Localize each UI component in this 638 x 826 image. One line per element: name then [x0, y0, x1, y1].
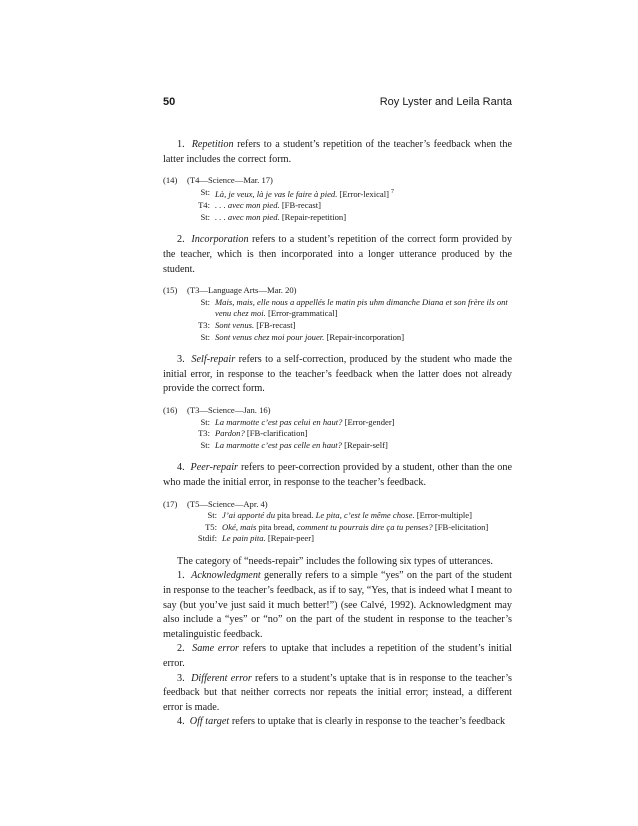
utterance: . . . avec mon pied.	[215, 200, 280, 211]
example-17	[163, 499, 512, 545]
page-number: 50	[163, 96, 176, 108]
transcript-line: St: J’ai apporté du pita bread. Le pita, c’est le même chose. [Error-multiple]	[163, 510, 512, 522]
speaker: Stdif:	[197, 533, 217, 544]
speaker: St:	[200, 416, 210, 427]
transcript-line	[163, 212, 512, 224]
utterance: Sont venus chez moi pour jouer.	[215, 331, 325, 342]
transcript-line	[163, 417, 512, 429]
example-number: (16)	[163, 404, 178, 415]
term-off-target: Off target	[189, 716, 230, 728]
speaker: St:	[200, 211, 210, 222]
speaker: St:	[207, 510, 217, 521]
code-label: [Repair-self]	[341, 439, 388, 450]
code-label: [FB-clarification]	[244, 428, 308, 439]
transcript-line	[163, 533, 512, 545]
paragraph-incorporation: 2. Incorporation refers to a student’s repetition of the correct form provided by the teacher, which is then incorporated into a longer utterance produced by the student.	[163, 234, 512, 275]
example-context: (T5—Science—Apr. 4)	[187, 498, 268, 509]
speaker: T5:	[205, 521, 217, 532]
speaker: St:	[200, 186, 210, 197]
utterance: Mais, mais, elle nous a appellés le matin pis uhm dimanche Diana et son frère ils ont venu chez moi.	[215, 296, 508, 319]
term-incorporation: Incorporation	[191, 234, 249, 246]
example-number: (15)	[163, 285, 178, 296]
utterance: comment tu pourrais dire ça tu penses?	[296, 521, 433, 532]
body-text	[163, 138, 512, 730]
transcript-line	[163, 297, 512, 320]
utterance: Le pain pita.	[222, 533, 266, 544]
example-context: (T4—Science—Mar. 17)	[187, 175, 273, 186]
utterance: . . . avec mon pied.	[215, 211, 280, 222]
speaker: St:	[200, 331, 210, 342]
term-repetition: Repetition	[191, 139, 234, 150]
utterance: Le pita, c’est le même chose.	[315, 510, 415, 521]
speaker: T3:	[198, 319, 210, 330]
paragraph-acknowledgment: 1. Acknowledgment generally refers to a simple “yes” on the part of the student in response to the teacher’s feedback, as if to say, “Yes, that is indeed what I meant to say (but you’ve just said it much better!”) (see Calvé, 1992). Acknowledgment may also include a “yes” or “no” on the part of the student in response to the teacher’s metalinguistic feedback.	[163, 570, 512, 640]
term-same-error: Same error	[192, 643, 240, 655]
utterance: Pardon?	[215, 428, 245, 439]
paragraph-different-error: 3. Different error refers to a student’s uptake that is in response to the teacher’s feedback but that neither corrects nor repeats the initial error; instead, a different error is made.	[163, 672, 512, 713]
running-head-authors: Roy Lyster and Leila Ranta	[379, 96, 512, 108]
example-context: (T3—Science—Jan. 16)	[187, 404, 271, 415]
example-context: (T3—Language Arts—Mar. 20)	[187, 285, 297, 296]
paragraph-off-target: 4. Off target refers to uptake that is clearly in response to the teacher’s feedback	[177, 716, 506, 728]
code-label: [Error-gender]	[342, 416, 395, 427]
code-label: [FB-recast]	[279, 200, 321, 211]
code-label: [Error-multiple]	[414, 510, 472, 521]
utterance: La marmotte c’est pas celui en haut?	[215, 416, 343, 427]
example-number: (14)	[163, 175, 178, 186]
utterance: Oké, mais	[222, 521, 257, 532]
utterance: Sont venus.	[215, 319, 255, 330]
example-16	[163, 405, 512, 451]
transcript-line	[163, 332, 512, 344]
speaker: St:	[200, 296, 210, 307]
example-14	[163, 175, 512, 223]
speaker: T3:	[198, 428, 210, 439]
paragraph-repetition: 1. Repetition refers to a student’s repetition of the teacher’s feedback when the latter includes the correct form.	[163, 139, 512, 165]
footnote-marker: 7	[390, 188, 394, 195]
code-label: [Repair-repetition]	[279, 211, 347, 222]
term-peer-repair: Peer-repair	[190, 462, 239, 474]
transcript-line	[163, 428, 512, 440]
paragraph-same-error: 2. Same error refers to uptake that includes a repetition of the student’s initial error.	[163, 643, 512, 670]
code-label: [FB-elicitation]	[432, 521, 489, 532]
utterance: Là, je veux, là je vas le faire à pied.	[215, 188, 338, 199]
transcript-line	[163, 200, 512, 212]
paragraph-self-repair: 3. Self-repair refers to a self-correction, produced by the student who made the initial error, in response to the teacher’s feedback when the latter does not already provide the correct form.	[163, 354, 513, 395]
speaker: T4:	[198, 200, 210, 211]
example-15	[163, 285, 512, 343]
term-different-error: Different error	[191, 672, 252, 684]
code-label: [Repair-incorporation]	[324, 331, 405, 342]
utterance: J’ai apporté du	[222, 510, 275, 521]
transcript-line	[163, 440, 512, 452]
paragraph-needs-repair-intro: The category of “needs-repair” includes the following six types of utterances.	[177, 555, 493, 567]
running-header	[163, 96, 512, 112]
code-label: [Error-grammatical]	[265, 308, 338, 319]
transcript-line	[163, 320, 512, 332]
code-label: [Repair-peer]	[265, 533, 314, 544]
code-label: [Error-lexical]	[337, 188, 389, 199]
transcript-line: T5: Oké, mais pita bread, comment tu pourrais dire ça tu penses? [FB-elicitation]	[163, 522, 512, 534]
speaker: St:	[200, 439, 210, 450]
paragraph-peer-repair: 4. Peer-repair refers to peer-correction provided by a student, other than the one who made the initial error, in response to the teacher’s feedback.	[163, 462, 512, 488]
code-label: [FB-recast]	[254, 319, 296, 330]
transcript-line	[163, 187, 512, 200]
term-self-repair: Self-repair	[191, 354, 236, 366]
utterance: La marmotte c’est pas celle en haut?	[215, 439, 342, 450]
term-acknowledgment: Acknowledgment	[191, 570, 261, 582]
example-number: (17)	[163, 498, 178, 509]
